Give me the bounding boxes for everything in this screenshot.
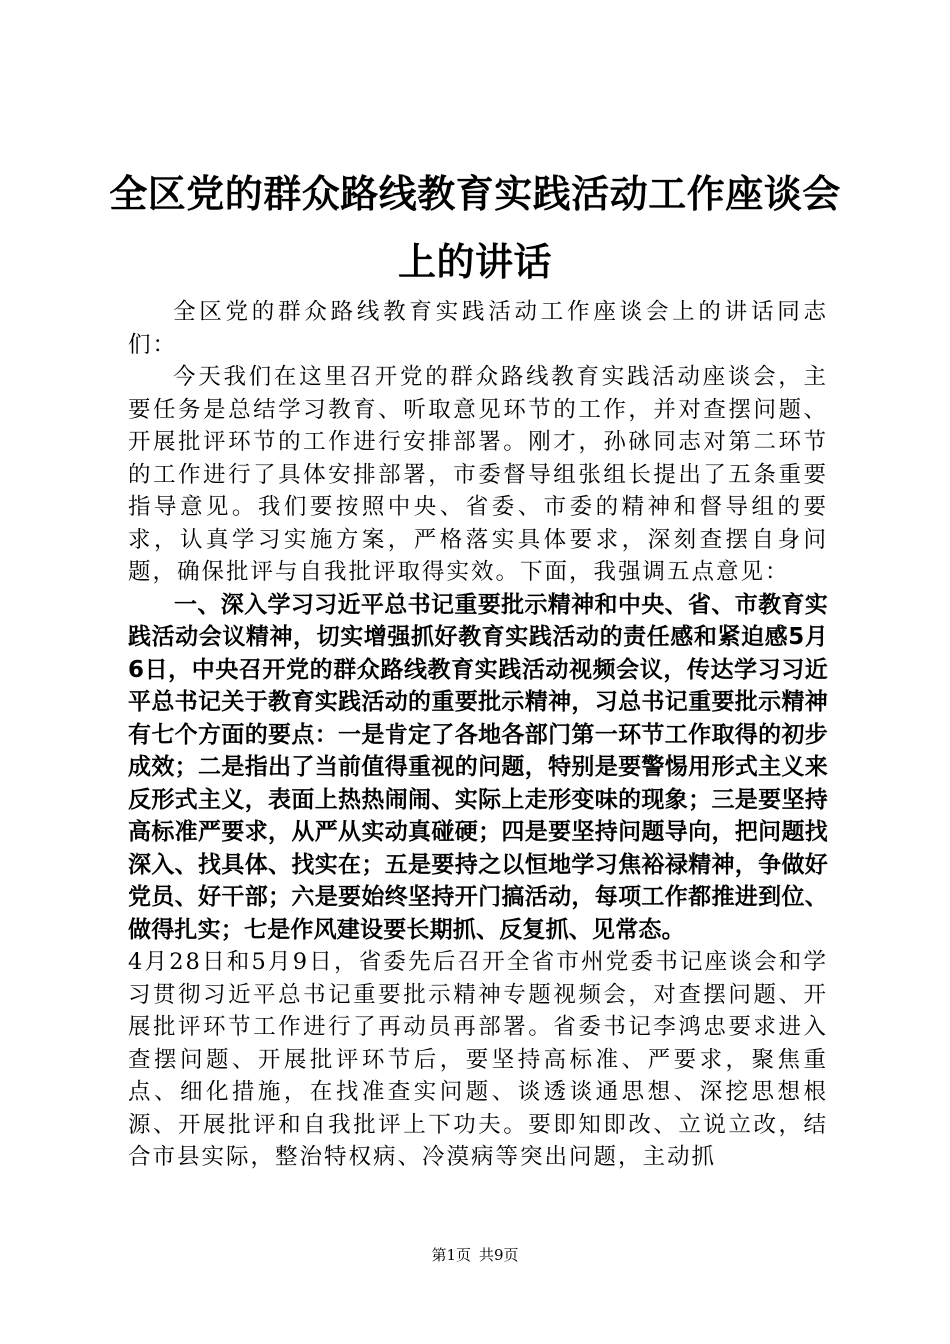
page-total: 共9页 xyxy=(479,1246,519,1264)
provincial-meeting-paragraph: 4月28日和5月9日，省委先后召开全省市州党委书记座谈会和学习贯彻习近平总书记重要批示精神专题视频会，对查摆问题、开展批评环节工作进行了再动员再部署。省委书记李鸿忠要求进入查摆问题、开展批评环节后，要坚持高标准、严要求，聚焦重点、细化措施，在找准查实问题、谈透谈通思想、深挖思想根源、开展批评和自我批评上下功夫。要即知即改、立说立改，结合市县实际，整治特权病、冷漠病等突出问题，主动抓 xyxy=(128,949,828,1170)
page-number: 第1页 xyxy=(431,1246,471,1264)
document-title: 全区党的群众路线教育实践活动工作座谈会上的讲话 xyxy=(109,171,841,284)
page-footer xyxy=(0,1244,950,1265)
salutation-paragraph: 全区党的群众路线教育实践活动工作座谈会上的讲话同志们： xyxy=(128,299,828,358)
section-one-paragraph: 一、深入学习习近平总书记重要批示精神和中央、省、市教育实践活动会议精神，切实增强抓好教育实践活动的责任感和紧迫感5月6日，中央召开党的群众路线教育实践活动视频会议，传达学习习近平总书记关于教育实践活动的重要批示精神，习总书记重要批示精神有七个方面的要点：一是肯定了各地各部门第一环节工作取得的初步成效；二是指出了当前值得重视的问题，特别是要警惕用形式主义来反形式主义，表面上热热闹闹、实际上走形变味的现象；三是要坚持高标准严要求，从严从实动真碰硬；四是要坚持问题导向，把问题找深入、找具体、找实在；五是要持之以恒地学习焦裕禄精神，争做好党员、好干部；六是要始终坚持开门搞活动，每项工作都推进到位、做得扎实；七是作风建设要长期抓、反复抓、见常态。 xyxy=(128,591,828,943)
document-body xyxy=(128,296,828,1174)
intro-paragraph: 今天我们在这里召开党的群众路线教育实践活动座谈会，主要任务是总结学习教育、听取意见环节的工作，并对查摆问题、开展批评环节的工作进行安排部署。刚才，孙砯同志对第二环节的工作进行了具体安排部署，市委督导组张组长提出了五条重要指导意见。我们要按照中央、省委、市委的精神和督导组的要求，认真学习实施方案，严格落实具体要求，深刻查摆自身问题，确保批评与自我批评取得实效。下面，我强调五点意见： xyxy=(128,364,828,585)
